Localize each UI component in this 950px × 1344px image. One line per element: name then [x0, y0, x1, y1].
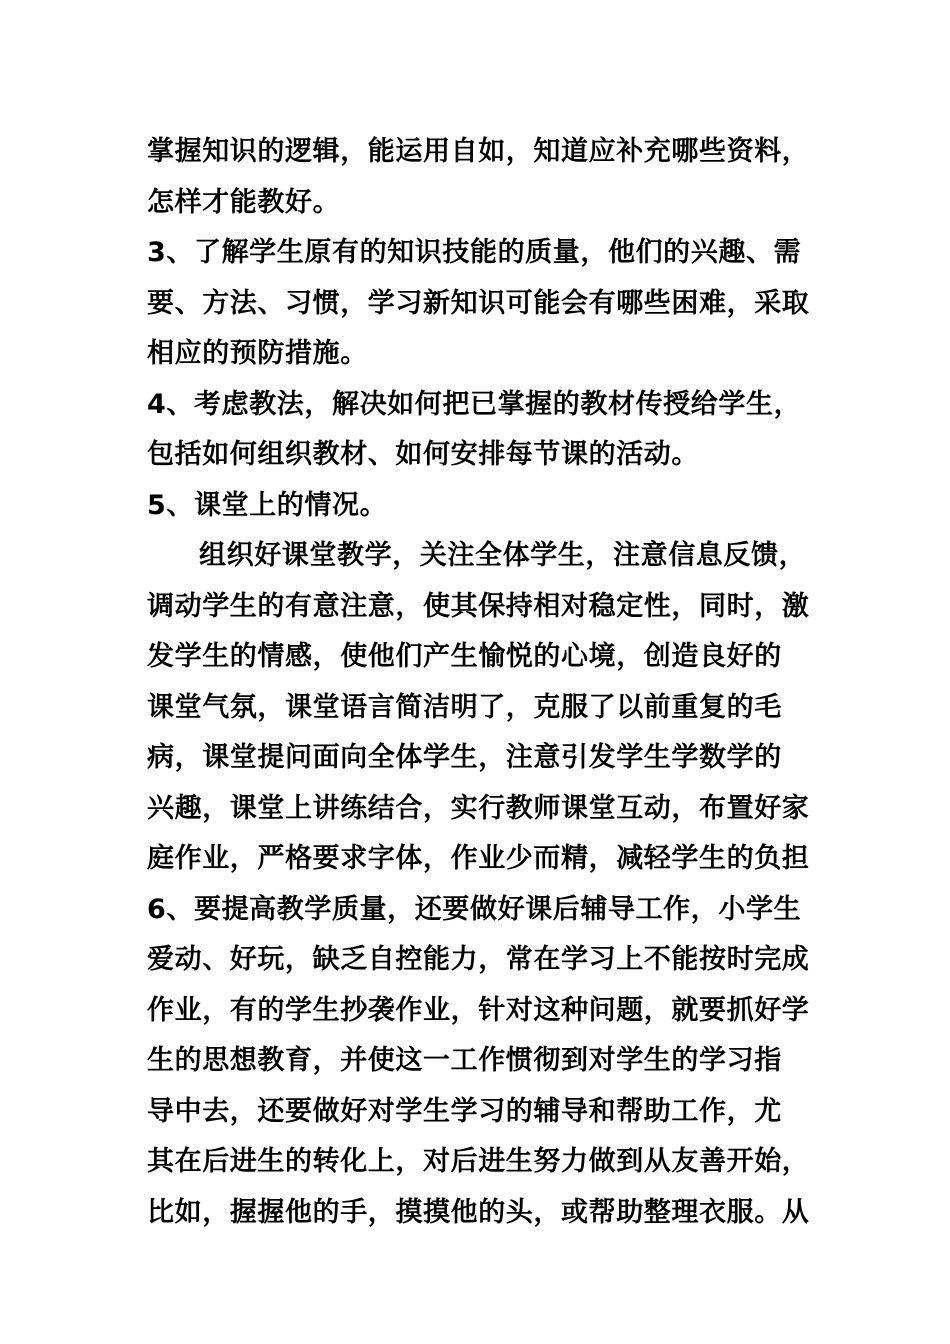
text-line: 其在后进生的转化上，对后进生努力做到从友善开始，: [147, 1146, 810, 1177]
text-line: 4、考虑教法，解决如何把已掌握的教材传授给学生，: [147, 388, 802, 420]
text-line: 生的思想教育，并使这一工作惯彻到对学生的学习指: [147, 1045, 782, 1076]
text-line: 包括如何组织教材、如何安排每节课的活动。: [147, 439, 699, 470]
text-line: 发学生的情感，使他们产生愉悦的心境，创造良好的: [147, 641, 782, 672]
text-line: 兴趣，课堂上讲练结合，实行教师课堂互动，布置好家: [147, 792, 810, 824]
text-line: 相应的预防措施。: [147, 338, 368, 369]
text-line: 比如，握握他的手，摸摸他的头，或帮助整理衣服。从: [147, 1196, 810, 1228]
text-line: 爱动、好玩，缺乏自控能力，常在学习上不能按时完成: [147, 944, 810, 975]
text-line: 5、课堂上的情况。: [147, 489, 388, 521]
text-line: 要、方法、习惯，学习新知识可能会有哪些困难，采取: [147, 287, 810, 319]
text-line: 病，课堂提问面向全体学生，注意引发学生学数学的: [147, 742, 782, 773]
text-line: 课堂气氛，课堂语言简洁明了，克服了以前重复的毛: [147, 691, 782, 723]
text-line: 怎样才能教好。: [147, 186, 341, 218]
text-line: 作业，有的学生抄袭作业，针对这种问题，就要抓好学: [147, 994, 810, 1026]
text-line: 3、了解学生原有的知识技能的质量，他们的兴趣、需: [147, 237, 802, 268]
text-line: 庭作业，严格要求字体，作业少而精，减轻学生的负担: [147, 843, 810, 874]
text-line-indented: 组织好课堂教学，关注全体学生，注意信息反馈，: [199, 540, 807, 571]
text-line: 导中去，还要做好对学生学习的辅导和帮助工作，尤: [147, 1095, 782, 1127]
text-line: 掌握知识的逻辑，能运用自如，知道应补充哪些资料，: [147, 136, 810, 167]
text-line: 6、要提高教学质量，还要做好课后辅导工作，小学生: [147, 893, 802, 925]
text-line: 调动学生的有意注意，使其保持相对稳定性，同时，激: [147, 590, 810, 622]
document-body: [147, 127, 817, 1238]
